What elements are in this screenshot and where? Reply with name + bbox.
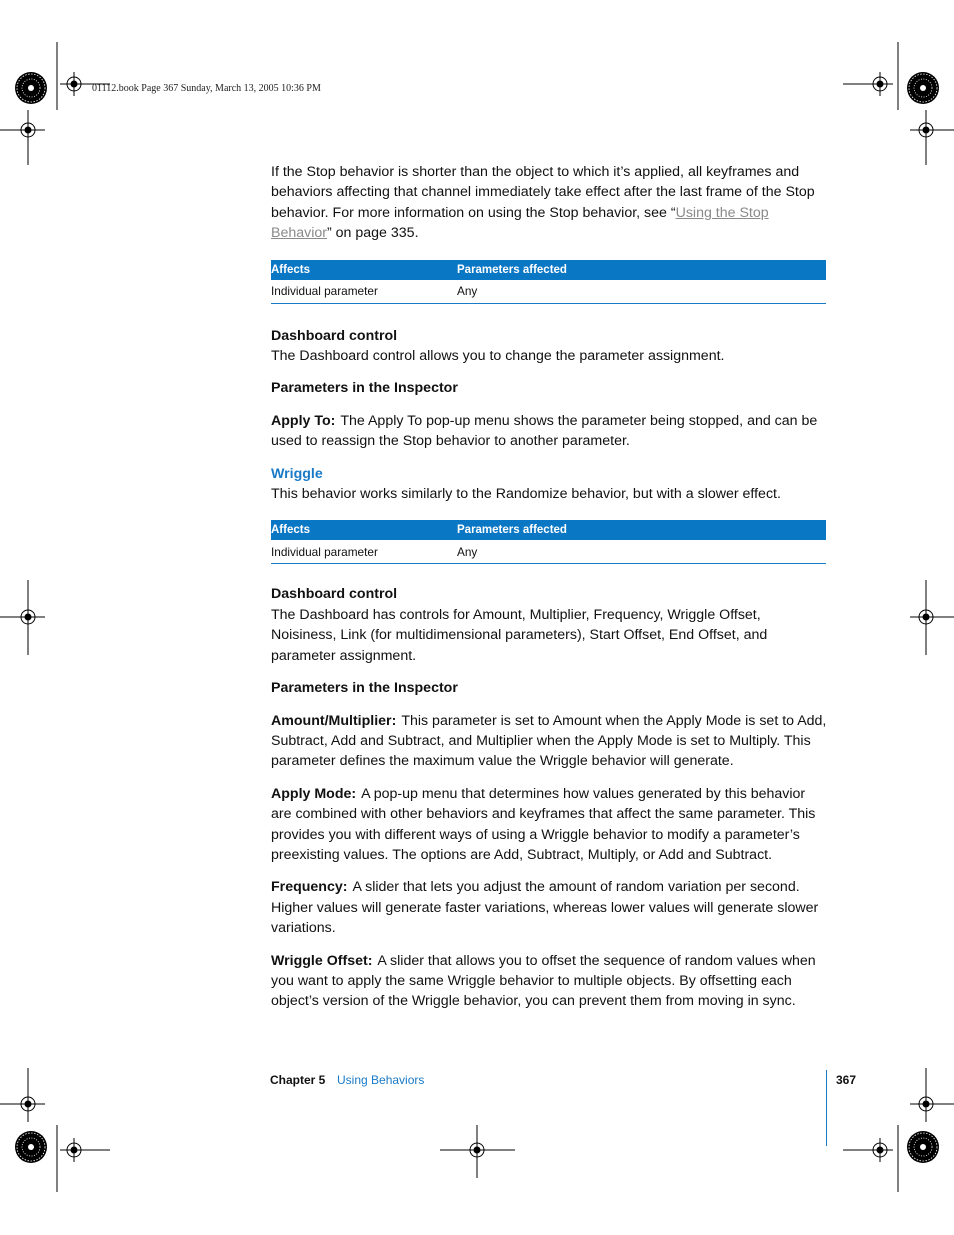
param-text: A slider that allows you to offset the sequence of random values when you want to apply the same Wriggle behavior to multiple objects. By offsetting each object’s version of the Wriggle behavior, you can prevent them from moving in sync. bbox=[271, 952, 816, 1010]
wriggle-heading: Wriggle bbox=[271, 465, 323, 482]
stop-dashboard-title: Dashboard control bbox=[271, 327, 398, 344]
header-parameters: Parameters affected bbox=[457, 263, 567, 276]
header-affects: Affects bbox=[271, 524, 310, 537]
header-parameters: Parameters affected bbox=[457, 524, 567, 537]
file-info-header: 01112.book Page 367 Sunday, March 13, 2005 10:36 PM bbox=[92, 83, 321, 94]
apply-to-text: The Apply To pop-up menu shows the parameter being stopped, and can be used to reassign the Stop behavior to another parameter. bbox=[271, 412, 818, 450]
cell-affects: Individual parameter bbox=[271, 544, 378, 559]
param-label: Apply Mode: bbox=[271, 785, 357, 802]
param-label: Frequency: bbox=[271, 879, 348, 896]
stop-dashboard-text: The Dashboard control allows you to change the parameter assignment. bbox=[271, 348, 725, 365]
cell-parameters: Any bbox=[457, 284, 478, 299]
param-amount-multiplier bbox=[271, 711, 827, 772]
table-header bbox=[271, 520, 826, 540]
cell-affects: Individual parameter bbox=[271, 284, 378, 299]
header-affects: Affects bbox=[271, 263, 310, 276]
main-content bbox=[271, 162, 827, 1024]
wriggle-dashboard-title: Dashboard control bbox=[271, 586, 398, 603]
wriggle-affects-table bbox=[271, 520, 826, 564]
footer-divider bbox=[826, 1070, 827, 1146]
intro-paragraph bbox=[271, 162, 827, 244]
param-text: This parameter is set to Amount when the Apply Mode is set to Add, Subtract, Add and Subtract, and Multiplier when the Apply Mode is set to Multiply. This parameter defines the maximum value the Wriggle behavior will generate. bbox=[271, 712, 827, 770]
wriggle-inspector-title: Parameters in the Inspector bbox=[271, 680, 458, 697]
intro-text-end: ” on page 335. bbox=[327, 225, 419, 242]
param-frequency bbox=[271, 877, 827, 938]
stop-behavior-link[interactable]: Using the Stop Behavior bbox=[271, 204, 769, 242]
table-row bbox=[271, 540, 826, 563]
intro-text: If the Stop behavior is shorter than the object to which it’s applied, all keyframes and behaviors affecting that channel immediately take effect after the last frame of the Stop behavior. For more information on using the Stop behavior, see “ bbox=[271, 164, 815, 221]
table-row bbox=[271, 280, 826, 303]
apply-to-paragraph bbox=[271, 411, 827, 452]
param-apply-mode bbox=[271, 784, 827, 866]
stop-affects-table bbox=[271, 260, 826, 304]
footer-chapter-name[interactable]: Using Behaviors bbox=[337, 1073, 425, 1087]
apply-to-label: Apply To: bbox=[271, 412, 336, 429]
param-label: Wriggle Offset: bbox=[271, 952, 373, 969]
param-text: A slider that lets you adjust the amount of random variation per second. Higher values will generate faster variations, whereas lower values will generate slower variations. bbox=[271, 879, 819, 937]
stop-inspector-title: Parameters in the Inspector bbox=[271, 380, 458, 397]
footer-page-number: 367 bbox=[836, 1073, 857, 1087]
param-wriggle-offset bbox=[271, 951, 827, 1012]
cell-parameters: Any bbox=[457, 544, 478, 559]
footer-chapter: Chapter 5 bbox=[270, 1073, 326, 1087]
table-header bbox=[271, 260, 826, 280]
wriggle-dashboard-text: The Dashboard has controls for Amount, Multiplier, Frequency, Wriggle Offset, Noisiness, Link (for multidimensional parameters), Start Offset, End Offset, and parameter assignment. bbox=[271, 606, 768, 664]
wriggle-intro: This behavior works similarly to the Randomize behavior, but with a slower effect. bbox=[271, 486, 781, 503]
param-text: A pop-up menu that determines how values generated by this behavior are combined with other behaviors and keyframes that affect the same parameter. This provides you with different ways of using a Wriggle behavior to modify a parameter’s preexisting values. The options are Add, Subtract, Multiply, or Add and Subtract. bbox=[271, 785, 816, 863]
param-label: Amount/Multiplier: bbox=[271, 712, 397, 729]
